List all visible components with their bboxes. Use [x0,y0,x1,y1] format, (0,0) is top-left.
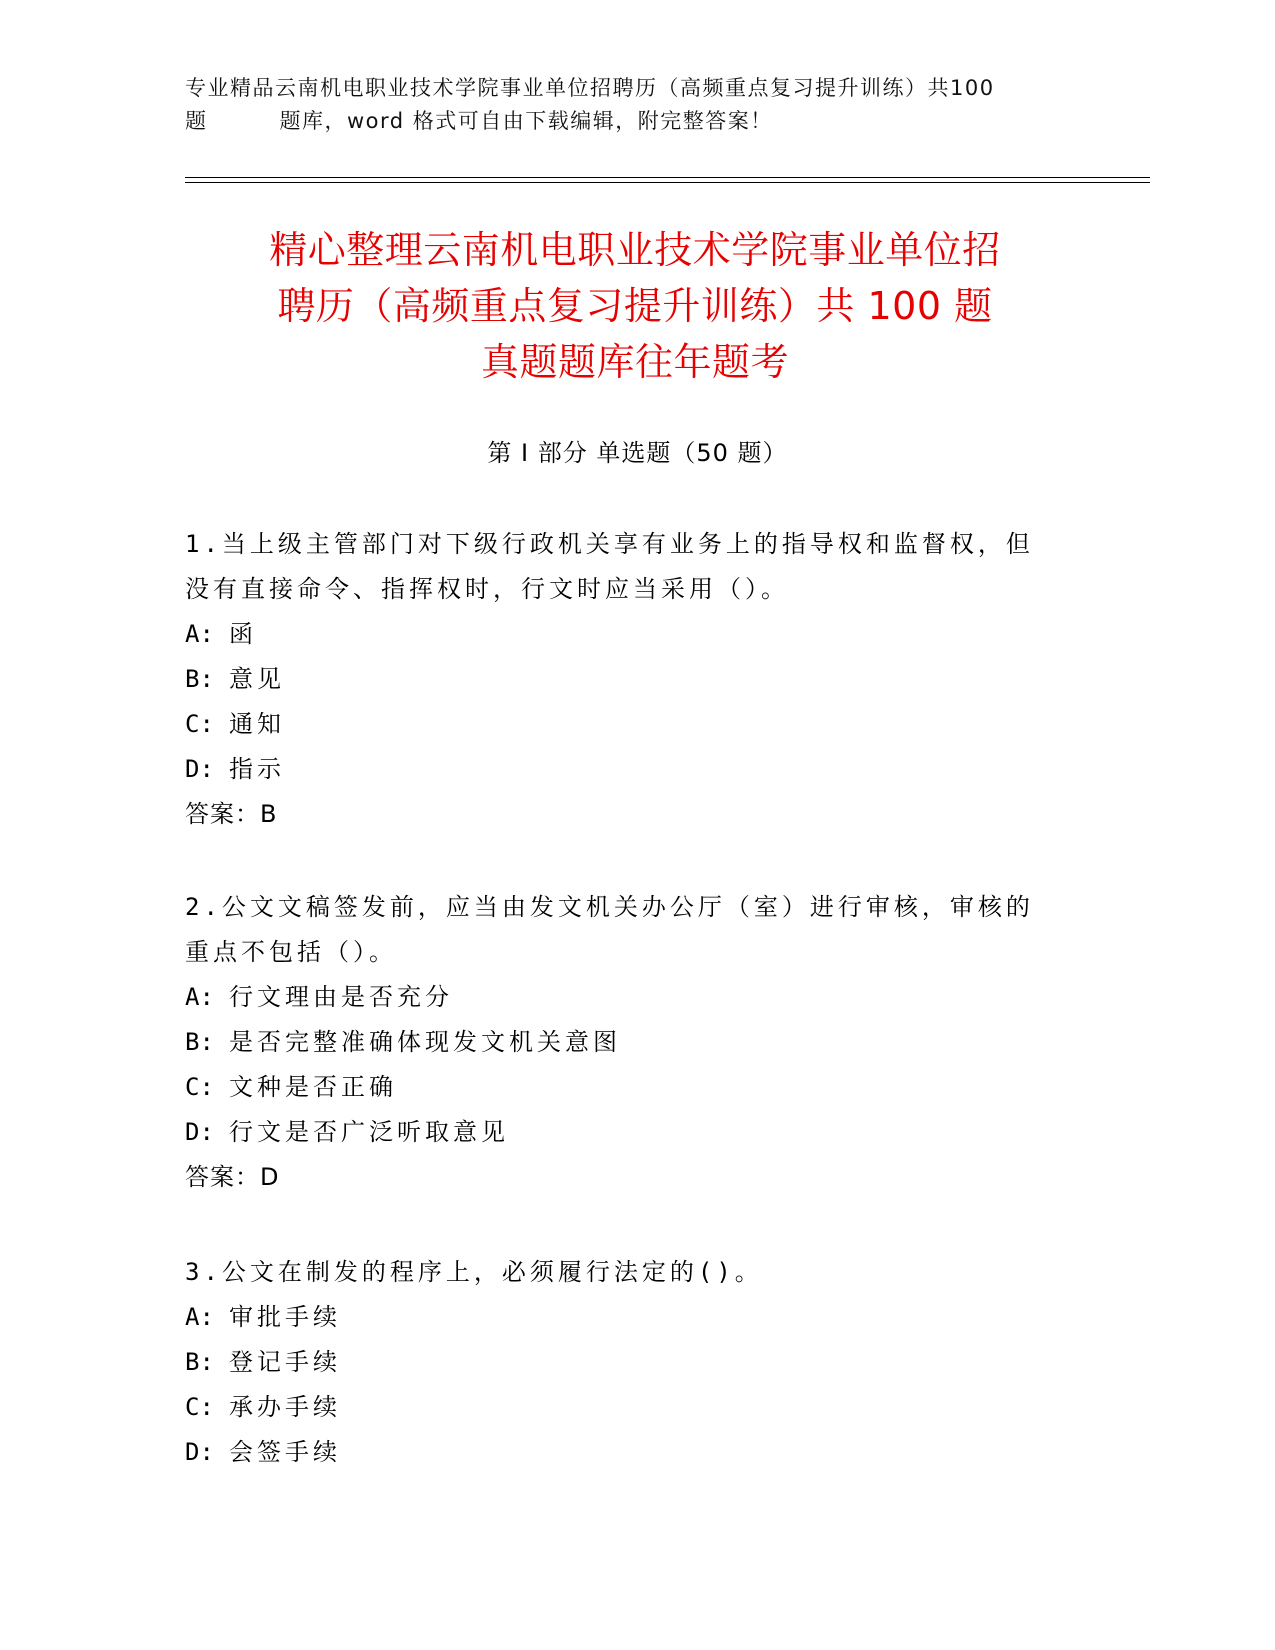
option-text: 函 [229,620,257,648]
option-label: B: [185,1028,214,1056]
section-title: 第 I 部分 单选题（50 题） [487,439,788,467]
option-d [185,747,1085,792]
option-text: 承办手续 [229,1393,341,1421]
header-divider-bottom [185,182,1150,183]
option-b [185,1340,1085,1385]
title-line-1: 精心整理云南机电职业技术学院事业单位招 [269,228,1001,272]
title-line-2: 聘历（高频重点复习提升训练）共 100 题 [277,284,993,328]
header-line-1: 专业精品云南机电职业技术学院事业单位招聘历（高频重点复习提升训练）共100 [185,76,995,100]
document-title [160,222,1110,390]
question-stem-line: 重点不包括（）。 [185,938,397,966]
question-stem-line: 2.公文文稿签发前，应当由发文机关办公厅（室）进行审核，审核的 [185,893,1034,921]
option-a [185,612,1085,657]
header-line-2-rest: 题库，word 格式可自由下载编辑，附完整答案！ [279,109,773,133]
option-c [185,702,1085,747]
question-stem [185,1250,1085,1295]
option-label: C: [185,710,214,738]
option-text: 通知 [229,710,285,738]
option-text: 审批手续 [229,1303,341,1331]
question-stem-line: 3.公文在制发的程序上，必须履行法定的()。 [185,1258,763,1286]
header-line-2 [185,105,1085,138]
option-label: C: [185,1393,214,1421]
option-label: D: [185,1438,214,1466]
option-text: 行文是否广泛听取意见 [229,1118,509,1146]
answer: 答案：D [185,1163,280,1191]
option-b [185,1020,1085,1065]
document-header [185,72,1085,138]
header-line-2-start: 题 [185,109,208,133]
option-label: B: [185,1348,214,1376]
option-a [185,1295,1085,1340]
option-text: 行文理由是否充分 [229,983,453,1011]
option-label: C: [185,1073,214,1101]
option-text: 意见 [229,665,285,693]
question-1 [185,522,1085,837]
answer: 答案：B [185,800,278,828]
question-3 [185,1250,1085,1475]
option-text: 登记手续 [229,1348,341,1376]
question-stem-line: 1.当上级主管部门对下级行政机关享有业务上的指导权和监督权，但 [185,530,1034,558]
header-divider-top [185,177,1150,178]
question-stem [185,885,1085,975]
question-stem [185,522,1085,612]
option-a [185,975,1085,1020]
question-stem-line: 没有直接命令、指挥权时，行文时应当采用（）。 [185,575,789,603]
option-label: D: [185,1118,214,1146]
option-label: A: [185,983,214,1011]
option-c [185,1385,1085,1430]
option-text: 指示 [229,755,285,783]
option-text: 会签手续 [229,1438,341,1466]
option-label: A: [185,1303,214,1331]
question-2 [185,885,1085,1200]
option-text: 是否完整准确体现发文机关意图 [229,1028,621,1056]
option-text: 文种是否正确 [229,1073,397,1101]
option-label: D: [185,755,214,783]
option-label: A: [185,620,214,648]
option-b [185,657,1085,702]
option-label: B: [185,665,214,693]
option-d [185,1430,1085,1475]
title-line-3: 真题题库往年题考 [480,340,789,384]
option-d [185,1110,1085,1155]
option-c [185,1065,1085,1110]
